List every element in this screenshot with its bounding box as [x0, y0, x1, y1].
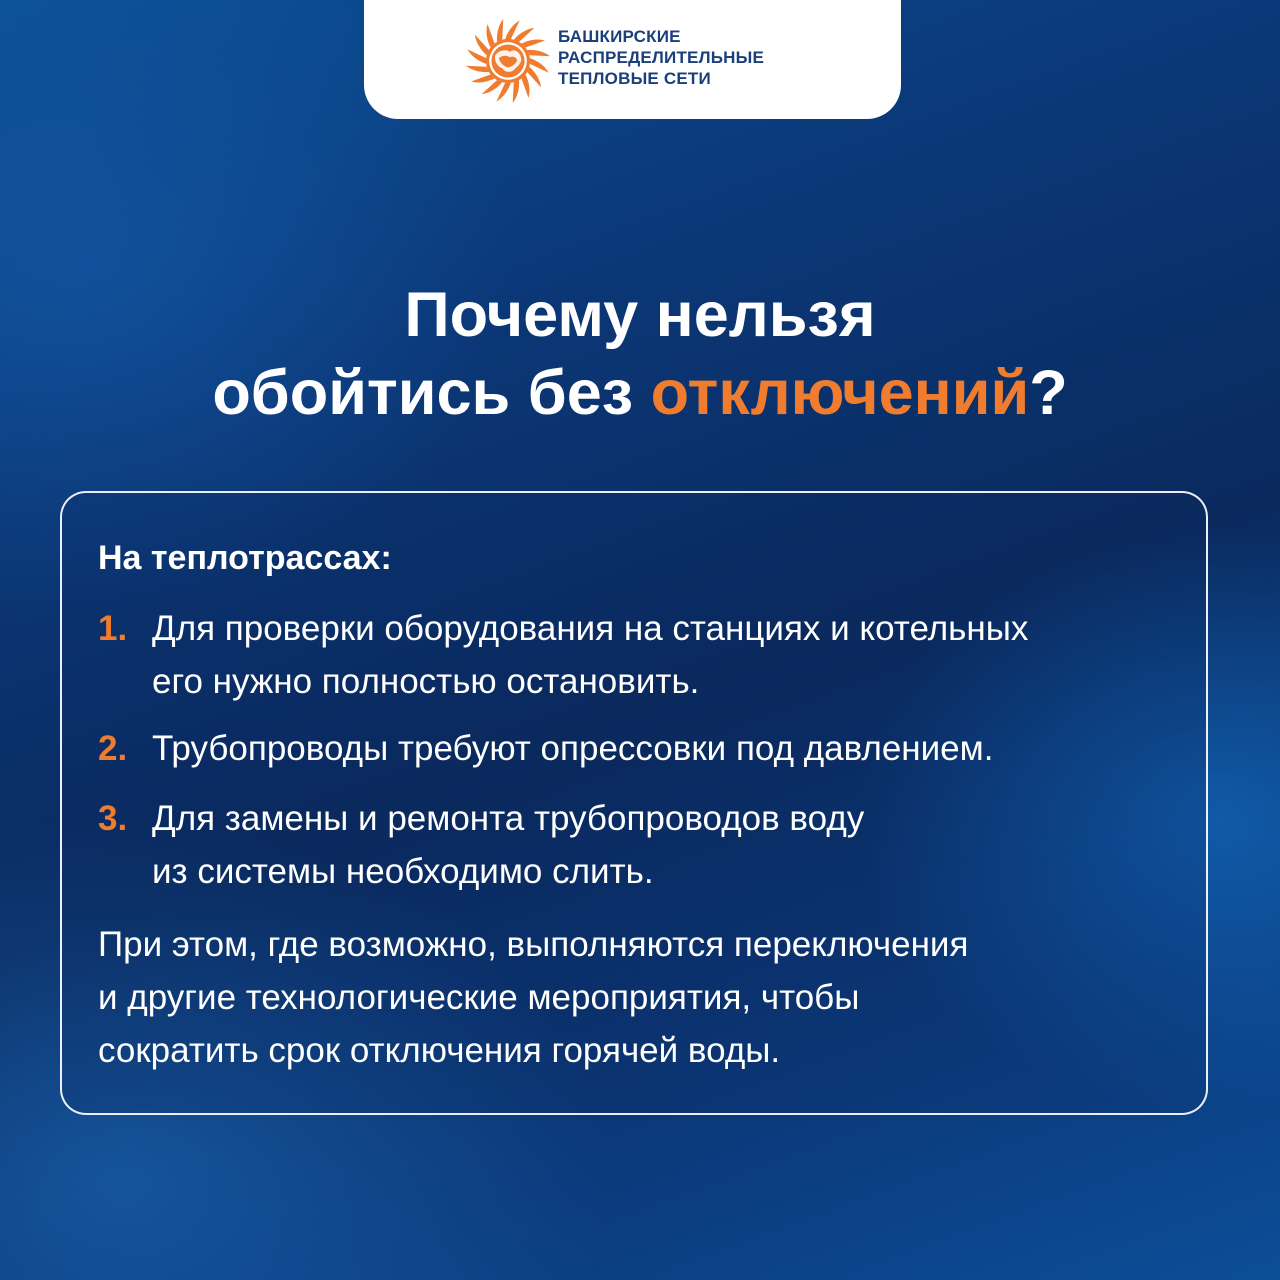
- list-item-text: [152, 602, 1202, 708]
- sun-ray: [521, 74, 529, 98]
- list-item-line: его нужно полностью остановить.: [152, 662, 700, 701]
- sun-ray: [497, 19, 503, 42]
- list-number: 1.: [98, 609, 128, 648]
- sun-ray: [487, 24, 495, 48]
- title-line-2-suffix: ?: [1029, 358, 1068, 428]
- title-line-1: Почему нельзя: [404, 280, 876, 350]
- outro-line: сократить срок отключения горячей воды.: [98, 1031, 781, 1070]
- list-item-line: Для замены и ремонта трубопроводов воду: [152, 799, 865, 838]
- sun-ray: [527, 50, 550, 56]
- sun-globe-icon: [462, 15, 554, 107]
- card-outro: [98, 918, 968, 1077]
- list-number: 2.: [98, 729, 128, 768]
- page-title: [0, 276, 1280, 432]
- sun-ray: [527, 67, 541, 88]
- sun-ray: [514, 28, 535, 42]
- sun-ray: [513, 80, 519, 103]
- list-item-text: [152, 722, 1202, 775]
- logo-line-3: ТЕПЛОВЫЕ СЕТИ: [558, 69, 711, 88]
- title-accent-word: отключений: [650, 358, 1030, 428]
- list-item-text: [152, 792, 1202, 898]
- sun-ray: [471, 74, 495, 82]
- sun-ray: [466, 66, 489, 72]
- sun-ray: [475, 35, 489, 56]
- sun-ray: [482, 80, 503, 94]
- list-item-line: Трубопроводы требуют опрессовки под давлением.: [152, 729, 994, 768]
- title-line-2-prefix: обойтись без: [212, 358, 651, 428]
- sun-ray: [521, 40, 545, 48]
- card-title: На теплотрассах:: [98, 539, 392, 577]
- logo-line-2: РАСПРЕДЕЛИТЕЛЬНЫЕ: [558, 48, 764, 67]
- logo-text: [558, 26, 888, 89]
- list-item-line: Для проверки оборудования на станциях и котельных: [152, 609, 1029, 648]
- outro-line: и другие технологические мероприятия, чтобы: [98, 978, 860, 1017]
- logo-line-1: БАШКИРСКИЕ: [558, 27, 681, 46]
- outro-line: При этом, где возможно, выполняются переключения: [98, 925, 969, 964]
- list-number: 3.: [98, 799, 128, 838]
- list-item-line: из системы необходимо слить.: [152, 852, 654, 891]
- title-line-2: [0, 354, 1280, 432]
